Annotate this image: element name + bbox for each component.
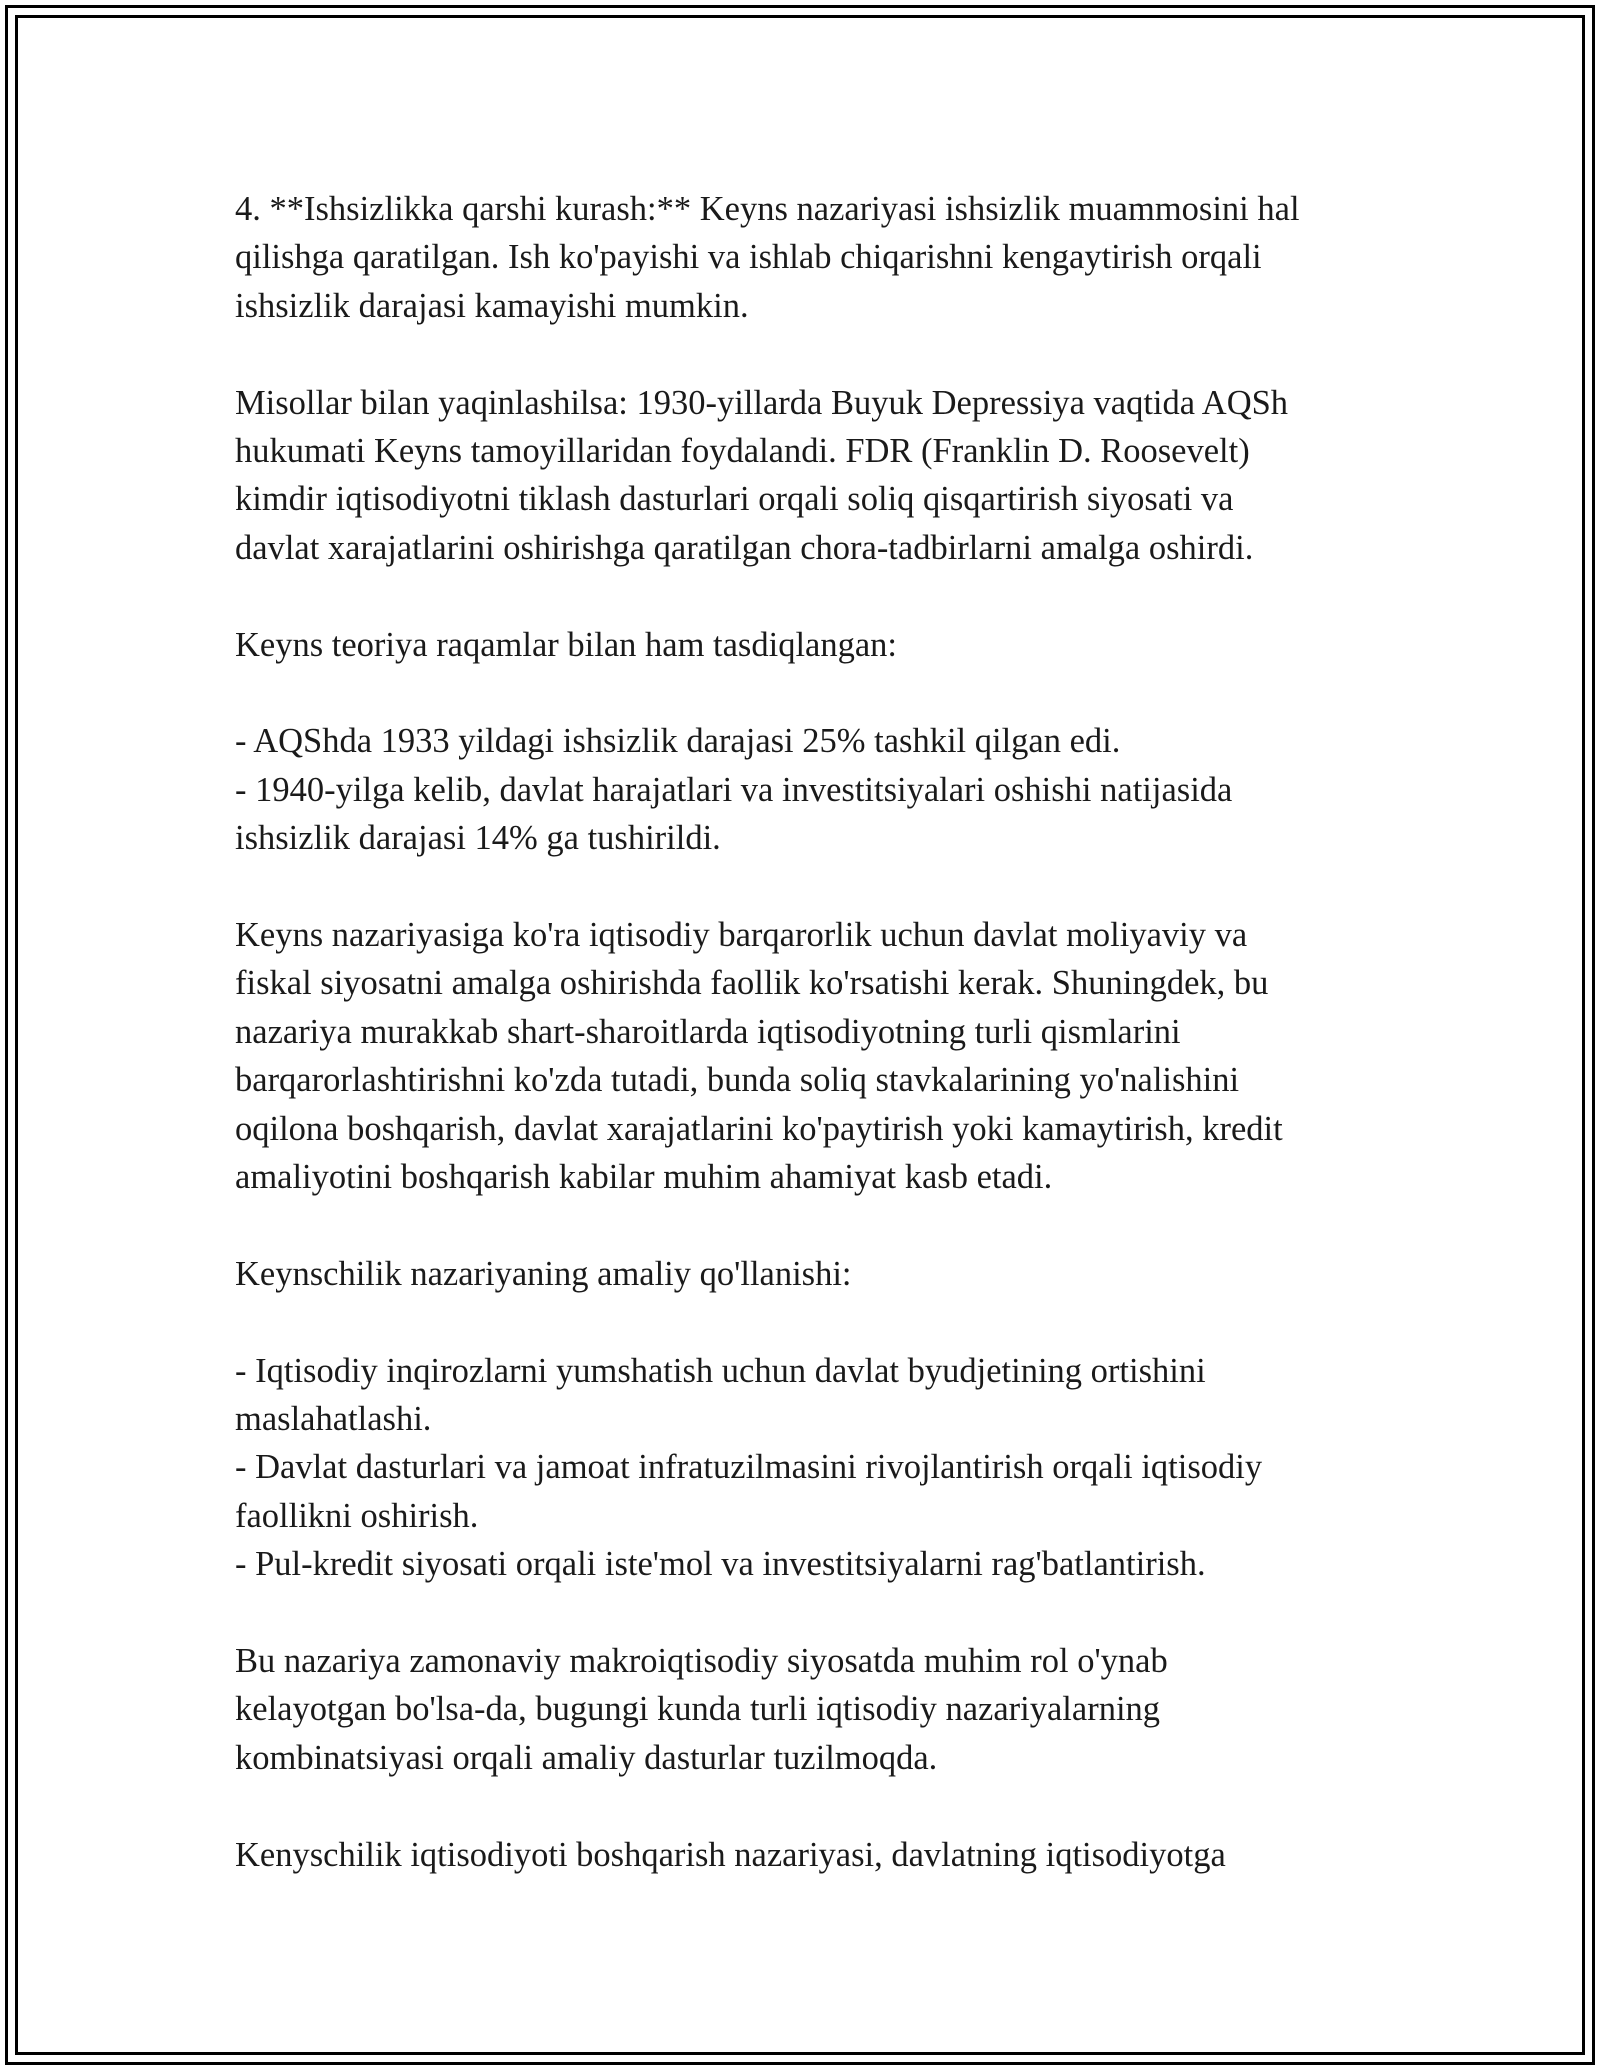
text-line: kelayotgan bo'lsa-da, bugungi kunda turli iqtisodiy nazariyalarning (235, 1690, 1161, 1729)
text-line: qilishga qaratilgan. Ish ko'payishi va ishlab chiqarishni kengaytirish orqali (235, 238, 1262, 277)
paragraph-examples (235, 379, 1375, 573)
paragraph-unemployment (235, 185, 1375, 330)
list-item: faollikni oshirish. (235, 1496, 479, 1535)
paragraph-practical-list (235, 1347, 1375, 1589)
text-line: 4. **Ishsizlikka qarshi kurash:** Keyns nazariyasi ishsizlik muammosini hal (235, 190, 1300, 228)
list-item: maslahatlashi. (235, 1400, 432, 1439)
text-line: Misollar bilan yaqinlashilsa: 1930-yillarda Buyuk Depressiya vaqtida AQSh (235, 383, 1289, 422)
text-line: amaliyotini boshqarish kabilar muhim ahamiyat kasb etadi. (235, 1158, 1053, 1197)
list-item: ishsizlik darajasi 14% ga tushirildi. (235, 819, 721, 858)
text-line: oqilona boshqarish, davlat xarajatlarini ko'paytirish yoki kamaytirish, kredit (235, 1109, 1283, 1148)
paragraph-practical-heading (235, 1250, 1375, 1298)
text-line: barqarorlashtirishni ko'zda tutadi, bunda soliq stavkalarining yo'nalishini (235, 1061, 1240, 1100)
text-line: nazariya murakkab shart-sharoitlarda iqtisodiyotning turli qismlarini (235, 1012, 1181, 1051)
paragraph-stability (235, 911, 1375, 1201)
text-line: fiskal siyosatni amalga oshirishda faollik ko'rsatishi kerak. Shuningdek, bu (235, 964, 1269, 1003)
paragraph-numbers-intro (235, 621, 1375, 669)
list-item: - Davlat dasturlari va jamoat infratuzilmasini rivojlantirish orqali iqtisodiy (235, 1448, 1263, 1487)
document-body (235, 185, 1375, 1927)
text-line: davlat xarajatlarini oshirishga qaratilgan chora-tadbirlarni amalga oshirdi. (235, 528, 1254, 567)
text-line: Bu nazariya zamonaviy makroiqtisodiy siyosatda muhim rol o'ynab (235, 1642, 1168, 1681)
text-line: Keyns teoriya raqamlar bilan ham tasdiqlangan: (235, 625, 897, 664)
text-line: Keynschilik nazariyaning amaliy qo'llanishi: (235, 1254, 852, 1293)
text-line: kombinatsiyasi orqali amaliy dasturlar tuzilmoqda. (235, 1738, 938, 1777)
list-item: - Iqtisodiy inqirozlarni yumshatish uchun davlat byudjetining ortishini (235, 1351, 1206, 1390)
text-line: kimdir iqtisodiyotni tiklash dasturlari orqali soliq qisqartirish siyosati va (235, 480, 1234, 519)
text-line: Keyns nazariyasiga ko'ra iqtisodiy barqarorlik uchun davlat moliyaviy va (235, 916, 1248, 955)
list-item: - AQShda 1933 yildagi ishsizlik darajasi 25% tashkil qilgan edi. (235, 722, 1121, 761)
list-item: - 1940-yilga kelib, davlat harajatlari va investitsiyalari oshishi natijasida (235, 770, 1233, 809)
paragraph-statistics-list (235, 717, 1375, 862)
paragraph-modern-policy (235, 1637, 1375, 1782)
text-line: ishsizlik darajasi kamayishi mumkin. (235, 286, 749, 325)
paragraph-closing (235, 1831, 1375, 1879)
text-line: hukumati Keyns tamoyillaridan foydalandi. FDR (Franklin D. Roosevelt) (235, 432, 1250, 471)
text-line: Kenyschilik iqtisodiyoti boshqarish nazariyasi, davlatning iqtisodiyotga (235, 1835, 1226, 1874)
list-item: - Pul-kredit siyosati orqali iste'mol va investitsiyalarni rag'batlantirish. (235, 1545, 1206, 1584)
